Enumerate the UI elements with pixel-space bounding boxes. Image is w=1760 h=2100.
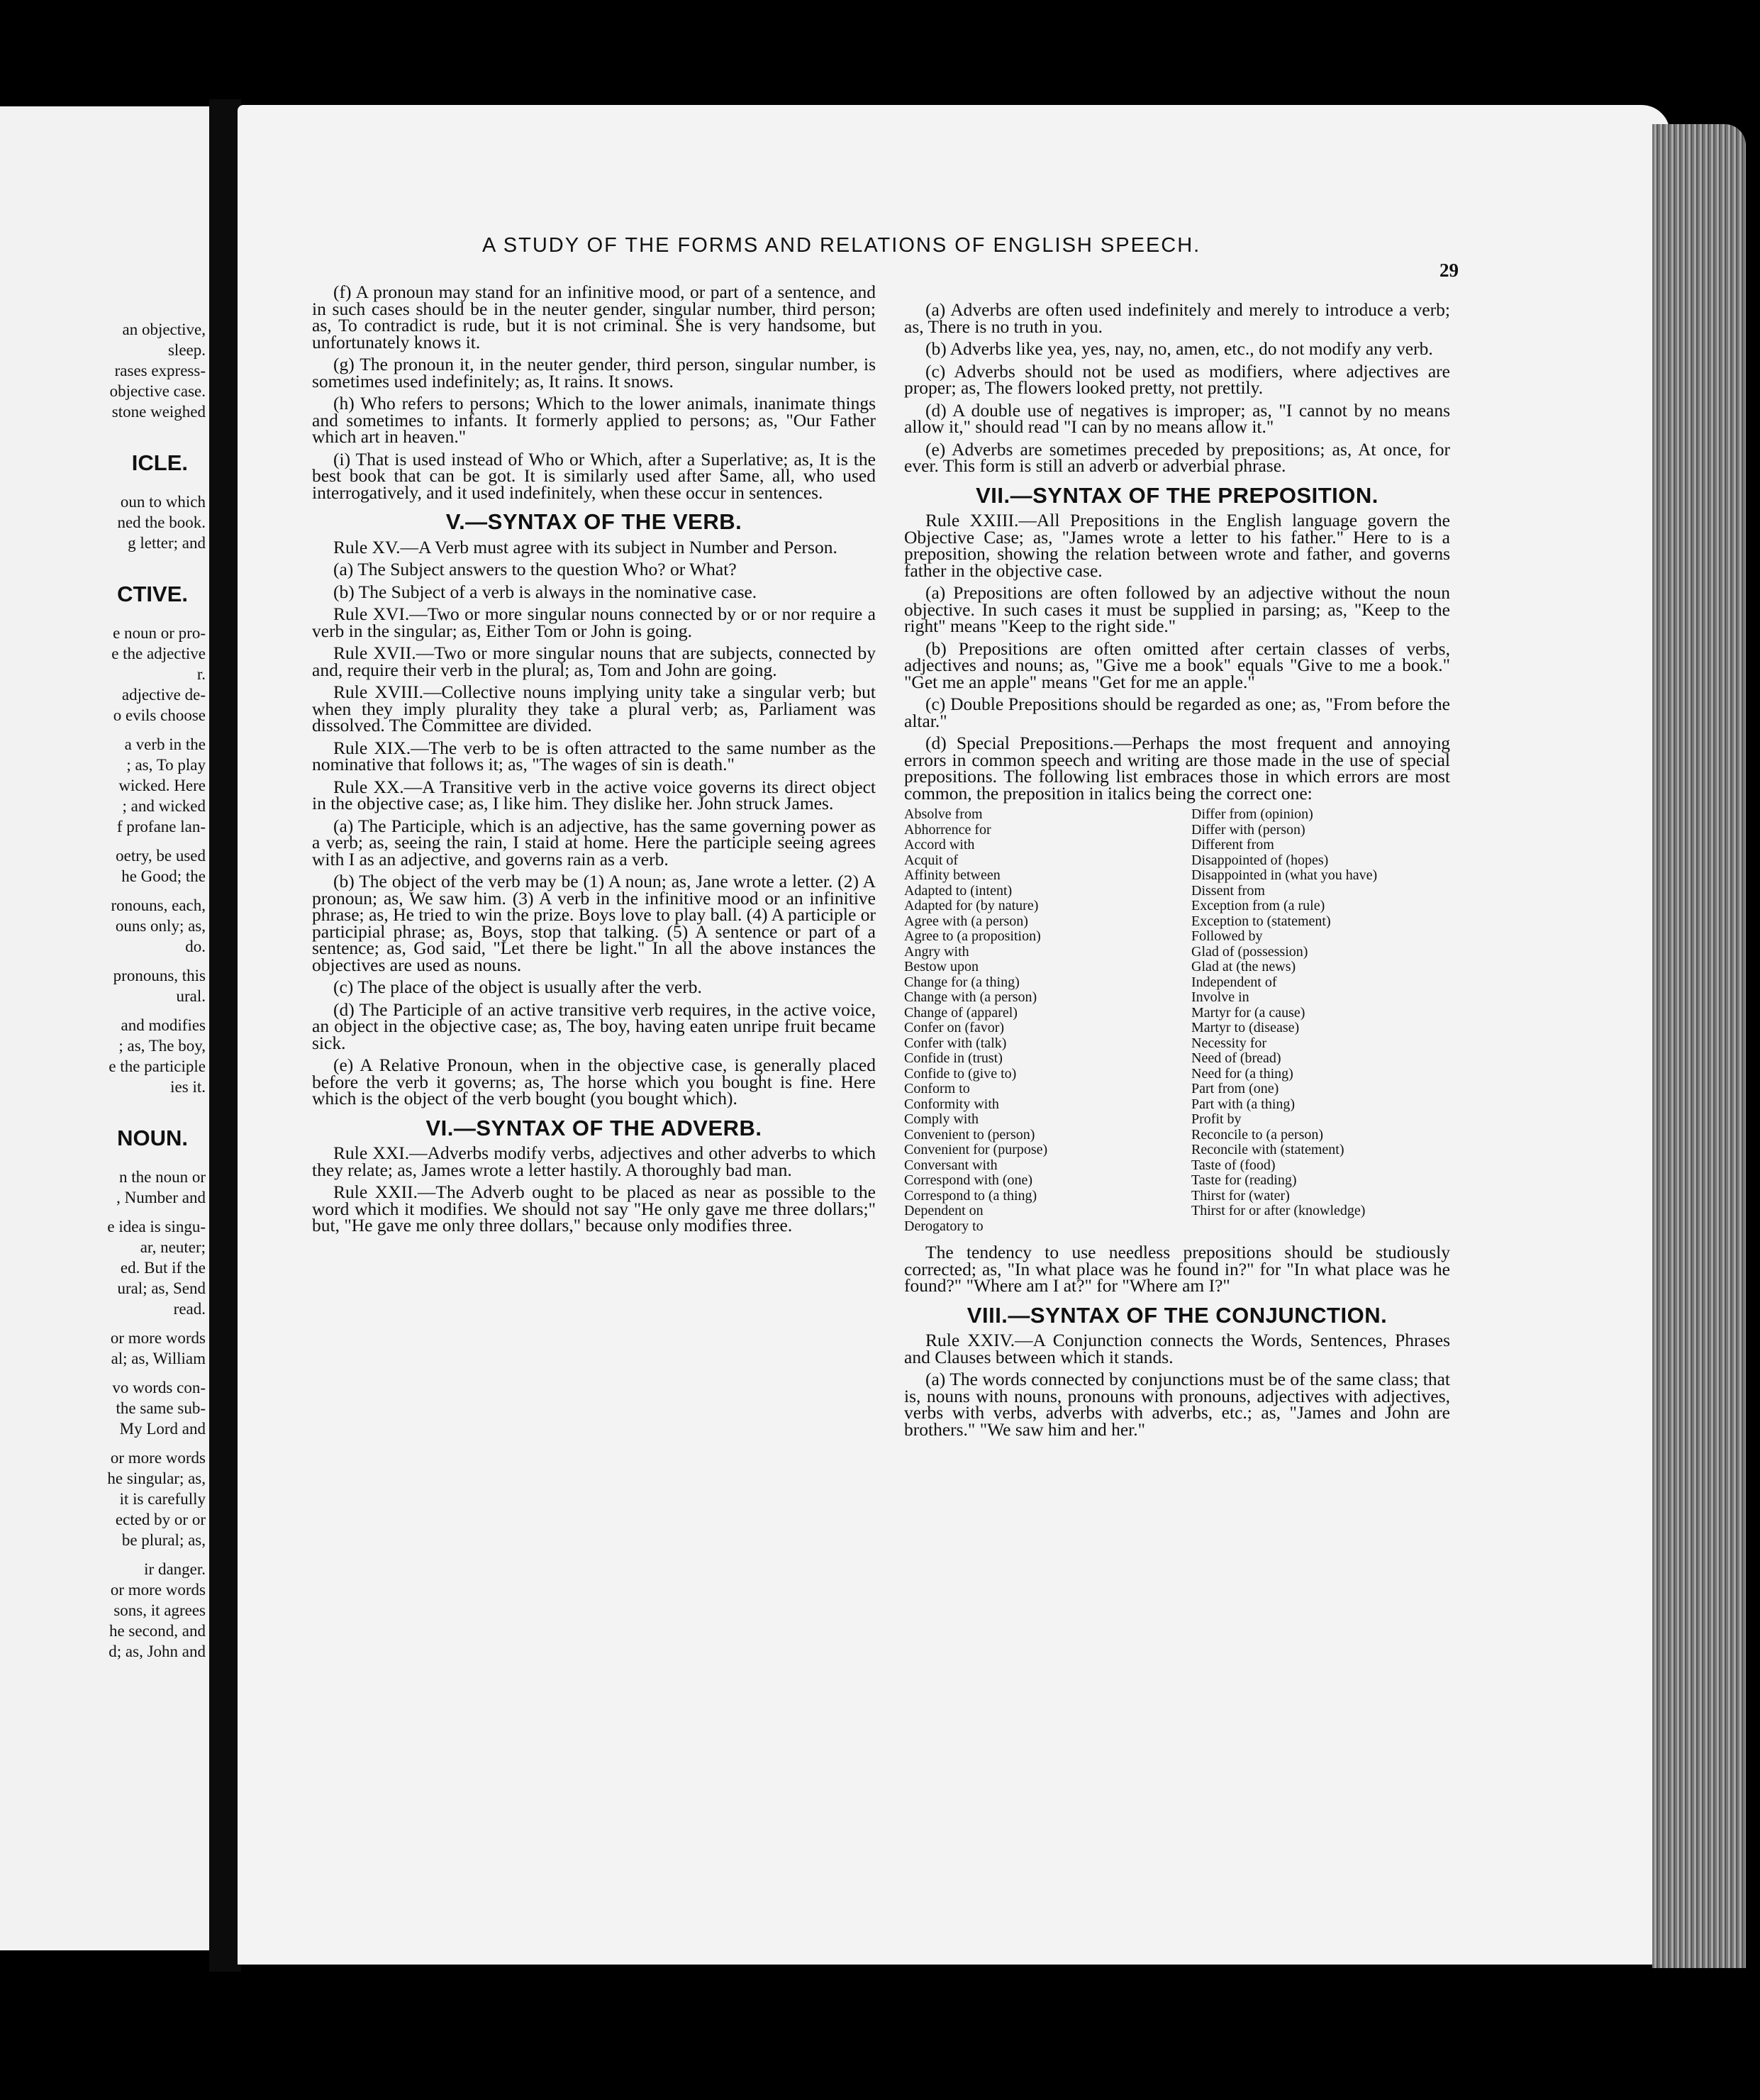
rule-24a: (a) The words connected by conjunctions must be of the same class; that is, nouns with nouns, pronouns with pronouns, adjectives with adjectives, verbs with verbs, adverbs with adverbs, etc.; as, "James and John are brothers." "We saw him and her." [904, 1369, 1450, 1440]
rule-20d: (d) The Participle of an active transitive verb requires, in the active voice, an object in the objective case; as, The boy, having eaten unripe fruit became sick. [312, 999, 876, 1053]
left-page-text-fragment: rases express- [114, 362, 206, 379]
left-page-text-fragment: n the noun or [118, 1168, 206, 1186]
left-page-text-fragment: oun to which [120, 493, 206, 511]
preposition-entry: Comply with [904, 1111, 979, 1127]
preposition-entry: Convenient for (purpose) [904, 1142, 1048, 1157]
running-head: A STUDY OF THE FORMS AND RELATIONS OF ENGLISH SPEECH. [482, 234, 1201, 257]
left-page-text-fragment: ected by or or [115, 1511, 206, 1528]
left-page-text-fragment: or more words [110, 1581, 206, 1599]
left-page-heading: CTIVE. [117, 582, 188, 606]
left-page-text-fragment: sleep. [167, 341, 206, 359]
left-page-text-fragment: it is carefully [119, 1490, 206, 1508]
left-page-text-fragment: or more words [110, 1329, 206, 1347]
left-page-text-fragment: ural; as, Send [117, 1279, 206, 1297]
rule-23a: (a) Prepositions are often followed by an adjective without the noun objective. In such cases it must be supplied in parsing; as, "Keep to the right" means "Keep to the right side." [904, 582, 1450, 636]
column-left [312, 284, 876, 1240]
preposition-entry: Change for (a thing) [904, 974, 1020, 990]
preposition-entry: Necessity for [1191, 1035, 1267, 1051]
left-page-text-fragment: ed. But if the [120, 1259, 206, 1277]
preposition-entry: Part from (one) [1191, 1081, 1279, 1096]
left-page-heading: NOUN. [117, 1126, 188, 1150]
left-page-text-fragment: ; as, To play [126, 756, 206, 774]
preposition-entry: Martyr for (a cause) [1191, 1004, 1305, 1021]
left-page-text-fragment: e the participle [108, 1057, 206, 1075]
preposition-entry: Bestow upon [904, 959, 979, 974]
preposition-entry: Taste for (reading) [1191, 1172, 1297, 1188]
preposition-entry: Acquit of [904, 852, 959, 868]
preposition-entry: Exception to (statement) [1191, 913, 1331, 929]
preposition-entry: Change with (a person) [904, 989, 1037, 1005]
preposition-entry: Change of (apparel) [904, 1004, 1018, 1021]
left-page-text-fragment: ned the book. [117, 513, 206, 531]
left-page-text-fragment: he Good; the [121, 867, 206, 885]
left-page-text-fragment: , Number and [116, 1189, 206, 1206]
left-page-text-fragment: an objective, [122, 321, 206, 338]
rule-16: Rule XVI.—Two or more singular nouns connected by or or nor require a verb in the singular; as, Either Tom or John is going. [312, 604, 876, 641]
left-page-text-fragment: or more words [110, 1449, 206, 1467]
preposition-entry: Conform to [904, 1081, 970, 1096]
left-page-text-fragment: adjective de- [121, 686, 206, 704]
book-gutter [209, 99, 241, 1972]
left-page-text-fragment: ir danger. [144, 1560, 206, 1578]
left-page-text-fragment: do. [185, 938, 206, 955]
preposition-entry: Glad at (the news) [1191, 959, 1296, 974]
preposition-entry: Glad of (possession) [1191, 943, 1308, 960]
preposition-list-right [1191, 807, 1450, 1234]
preposition-entry: Reconcile with (statement) [1191, 1142, 1344, 1157]
rule-18: Rule XVIII.—Collective nouns implying unity take a singular verb; but when they imply plurality they take a plural verb; as, Parliament was dissolved. The Committee are divided. [312, 682, 876, 735]
preposition-entry: Agree with (a person) [904, 913, 1028, 929]
preposition-entry: Accord with [904, 837, 975, 852]
adverb-note-b: (b) Adverbs like yea, yes, nay, no, amen, etc., do not modify any verb. [925, 338, 1433, 359]
preposition-entry: Part with (a thing) [1191, 1096, 1296, 1112]
adverb-note-d: (d) A double use of negatives is improper; as, "I cannot by no means allow it," should read "I can by no means allow it." [904, 399, 1450, 437]
preposition-entry: Martyr to (disease) [1191, 1020, 1300, 1035]
heading-syntax-adverb: VI.—SYNTAX OF THE ADVERB. [425, 1115, 762, 1140]
page-number: 29 [1439, 260, 1459, 281]
preposition-entry: Reconcile to (a person) [1191, 1126, 1324, 1143]
left-page-text-fragment: he second, and [108, 1622, 206, 1640]
preposition-list-left [904, 807, 1163, 1234]
left-page-text-fragment: f profane lan- [116, 818, 206, 835]
rule-20e: (e) A Relative Pronoun, when in the objective case, is generally placed before the verb it governs; as, The horse which you bought is fine. Here which is the object of the verb bought (you bought which). [312, 1055, 876, 1109]
left-page-text-fragment: wicked. Here [118, 777, 206, 794]
rule-21: Rule XXI.—Adverbs modify verbs, adjectives and other adverbs to which they relate; as, James wrote a letter hastily. A thoroughly bad man. [312, 1143, 876, 1180]
left-page-text-fragment: r. [196, 665, 206, 683]
preposition-entry: Different from [1191, 837, 1274, 852]
paragraph-g: (g) The pronoun it, in the neuter gender, third person, singular number, is sometimes used indefinitely; as, It rains. It snows. [312, 354, 876, 391]
left-page-text-fragment: stone weighed [111, 403, 206, 421]
preposition-entry: Adapted for (by nature) [904, 898, 1039, 913]
left-page-text-fragment: ; as, The boy, [118, 1037, 206, 1055]
preposition-entry: Abhorrence for [904, 821, 991, 838]
preposition-entry: Confer with (talk) [904, 1035, 1007, 1051]
tendency-paragraph: The tendency to use needless prepositions should be studiously corrected; as, "In what place was he found in?" for "In what place was he found?" "Where am I at?" for "Where am I?" [904, 1242, 1450, 1296]
preposition-entry: Dependent on [904, 1203, 984, 1218]
left-page-text-fragment: the same sub- [116, 1399, 206, 1417]
rule-23c: (c) Double Prepositions should be regarded as one; as, "From before the altar." [904, 694, 1450, 731]
preposition-entry: Differ from (opinion) [1191, 806, 1313, 822]
preposition-entry: Confide in (trust) [904, 1050, 1003, 1066]
left-page-text-fragment: be plural; as, [121, 1531, 206, 1549]
left-page-text-fragment: e the adjective [111, 645, 206, 662]
preposition-entry: Involve in [1191, 989, 1249, 1005]
left-page-text-fragment: e idea is singu- [107, 1218, 206, 1235]
preposition-entry: Correspond to (a thing) [904, 1187, 1037, 1204]
preposition-entry: Followed by [1191, 928, 1263, 944]
preposition-entry: Convenient to (person) [904, 1126, 1035, 1143]
rule-20c: (c) The place of the object is usually after the verb. [333, 977, 702, 997]
rule-19: Rule XIX.—The verb to be is often attracted to the same number as the nominative that follows it; as, "The wages of sin is death." [312, 737, 876, 774]
rule-22: Rule XXII.—The Adverb ought to be placed as near as possible to the word which it modifies. We should not say "He only gave me three dollars;" but, "He gave me only three dollars," because only modifies three. [312, 1182, 876, 1235]
adverb-note-e: (e) Adverbs are sometimes preceded by prepositions; as, At once, for ever. This form is still an adverb or adverbial phrase. [904, 438, 1450, 476]
preposition-entry: Need of (bread) [1191, 1050, 1281, 1066]
preposition-entry: Confer on (favor) [904, 1020, 1005, 1035]
left-page-text-fragment: oetry, be used [116, 847, 206, 865]
preposition-entry: Disappointed in (what you have) [1191, 867, 1378, 883]
left-page-text-fragment: he singular; as, [107, 1470, 206, 1487]
rule-20a: (a) The Participle, which is an adjective, has the same governing power as a verb; as, seeing the rain, I staid at home. Here the participle seeing agrees with I as an adjective, and governs rain as a verb. [312, 815, 876, 870]
preposition-list [904, 807, 1450, 1234]
preposition-entry: Thirst for (water) [1191, 1187, 1290, 1204]
paragraph-h: (h) Who refers to persons; Which to the lower animals, inanimate things and sometimes to infants. It formerly applied to persons; as, "Our Father which art in heaven." [312, 393, 876, 447]
preposition-entry: Differ with (person) [1191, 821, 1305, 838]
left-page-text-fragment: a verb in the [124, 735, 206, 753]
left-page-text-fragment: My Lord and [119, 1420, 206, 1438]
page-edges [1652, 124, 1746, 1968]
rule-17: Rule XVII.—Two or more singular nouns that are subjects, connected by and, require their verb in the plural; as, Tom and John are going. [312, 643, 876, 680]
preposition-entry: Thirst for or after (knowledge) [1191, 1203, 1366, 1218]
left-page [0, 106, 209, 1950]
left-page-text-fragment: and modifies [121, 1016, 206, 1034]
preposition-entry: Taste of (food) [1191, 1157, 1276, 1173]
left-page-text-fragment: g letter; and [128, 534, 206, 552]
rule-15a: (a) The Subject answers to the question Who? or What? [333, 559, 737, 579]
preposition-entry: Agree to (a proposition) [904, 928, 1041, 944]
left-page-text-fragment: e noun or pro- [113, 624, 206, 642]
preposition-entry: Derogatory to [904, 1218, 984, 1234]
left-page-text-fragment: sons, it agrees [113, 1601, 206, 1619]
column-right [904, 301, 1450, 1443]
heading-syntax-verb: V.—SYNTAX OF THE VERB. [445, 509, 742, 534]
preposition-entry: Correspond with (one) [904, 1172, 1033, 1188]
rule-15: Rule XV.—A Verb must agree with its subject in Number and Person. [333, 536, 837, 557]
left-page-text-fragment: al; as, William [111, 1350, 206, 1367]
preposition-entry: Absolve from [904, 806, 983, 822]
preposition-entry: Adapted to (intent) [904, 882, 1013, 899]
preposition-entry: Conformity with [904, 1096, 999, 1112]
preposition-entry: Profit by [1191, 1111, 1242, 1127]
rule-23b: (b) Prepositions are often omitted after certain classes of verbs, adjectives and nouns; as, "Give me a book" equals "Give to me a book." "Get me an apple" means "Get for me an apple." [904, 638, 1450, 692]
preposition-entry: Independent of [1191, 974, 1277, 990]
rule-23: Rule XXIII.—All Prepositions in the English language govern the Objective Case; as, "James wrote a letter to his father." Here to is a preposition, showing the relation between wrote and father, and governs father in the objective case. [904, 510, 1450, 581]
preposition-entry: Confide to (give to) [904, 1065, 1017, 1082]
adverb-note-a: (a) Adverbs are often used indefinitely and merely to introduce a verb; as, There is no truth in you. [904, 299, 1450, 337]
rule-20: Rule XX.—A Transitive verb in the active voice governs its direct object in the objective case; as, I like him. They dislike her. John struck James. [312, 776, 876, 813]
rule-23d: (d) Special Prepositions.—Perhaps the most frequent and annoying errors in common speech and writing are those made in the use of special prepositions. The following list embraces those in which errors are most common, the preposition in italics being the correct one: [904, 733, 1450, 804]
left-page-text-fragment: ronouns, each, [111, 896, 206, 914]
rule-15b: (b) The Subject of a verb is always in the nominative case. [333, 581, 757, 602]
left-page-text-fragment: pronouns, this [113, 967, 206, 984]
paragraph-f: (f) A pronoun may stand for an infinitive mood, or part of a sentence, and in such cases should be in the neuter gender, singular number, third person; as, To contradict is rude, but it is not criminal. She is very handsome, but unfortunately knows it. [312, 282, 876, 352]
preposition-entry: Conversant with [904, 1157, 998, 1173]
left-page-text-fragment: ar, neuter; [140, 1238, 206, 1256]
heading-syntax-preposition: VII.—SYNTAX OF THE PREPOSITION. [976, 482, 1379, 508]
preposition-entry: Affinity between [904, 867, 1001, 883]
left-page-text-fragment: ural. [176, 987, 206, 1005]
left-page-text-fragment: ouns only; as, [115, 917, 206, 935]
left-page-text-fragment: o evils choose [113, 706, 206, 724]
rule-20b: (b) The object of the verb may be (1) A noun; as, Jane wrote a letter. (2) A pronoun; as, We saw him. (3) A verb in the infinitive mood or an infinitive phrase; as, He tried to win the prize. Boys love to play ball. (4) A participle or participial phrase; as, Boys, stop that talking. (5) A sentence or part of a sentence; as, God said, "Let there be light." In all the above instances the objectives are used as nouns. [312, 871, 876, 975]
left-page-text-fragment: ies it. [170, 1078, 206, 1096]
paragraph-i: (i) That is used instead of Who or Which, after a Superlative; as, It is the best book that can be got. It is similarly used after Same, all, who used interrogatively, and it used indefinitely, when these occur in sentences. [312, 448, 876, 503]
preposition-entry: Dissent from [1191, 882, 1265, 899]
adverb-note-c: (c) Adverbs should not be used as modifiers, where adjectives are proper; as, The flowers looked pretty, not prettily. [904, 360, 1450, 398]
left-page-text-fragment: d; as, John and [108, 1643, 206, 1660]
left-page-text-fragment: read. [173, 1300, 206, 1318]
left-page-heading: ICLE. [131, 450, 188, 475]
left-page-text-fragment: objective case. [109, 382, 206, 400]
left-page-text-fragment: vo words con- [112, 1379, 206, 1396]
heading-syntax-conjunction: VIII.—SYNTAX OF THE CONJUNCTION. [967, 1302, 1388, 1328]
preposition-entry: Angry with [904, 943, 969, 960]
rule-24: Rule XXIV.—A Conjunction connects the Words, Sentences, Phrases and Clauses between which it stands. [904, 1330, 1450, 1367]
preposition-entry: Disappointed of (hopes) [1191, 852, 1329, 868]
preposition-entry: Exception from (a rule) [1191, 898, 1325, 913]
preposition-entry: Need for (a thing) [1191, 1065, 1293, 1082]
left-page-text-fragment: ; and wicked [122, 797, 206, 815]
